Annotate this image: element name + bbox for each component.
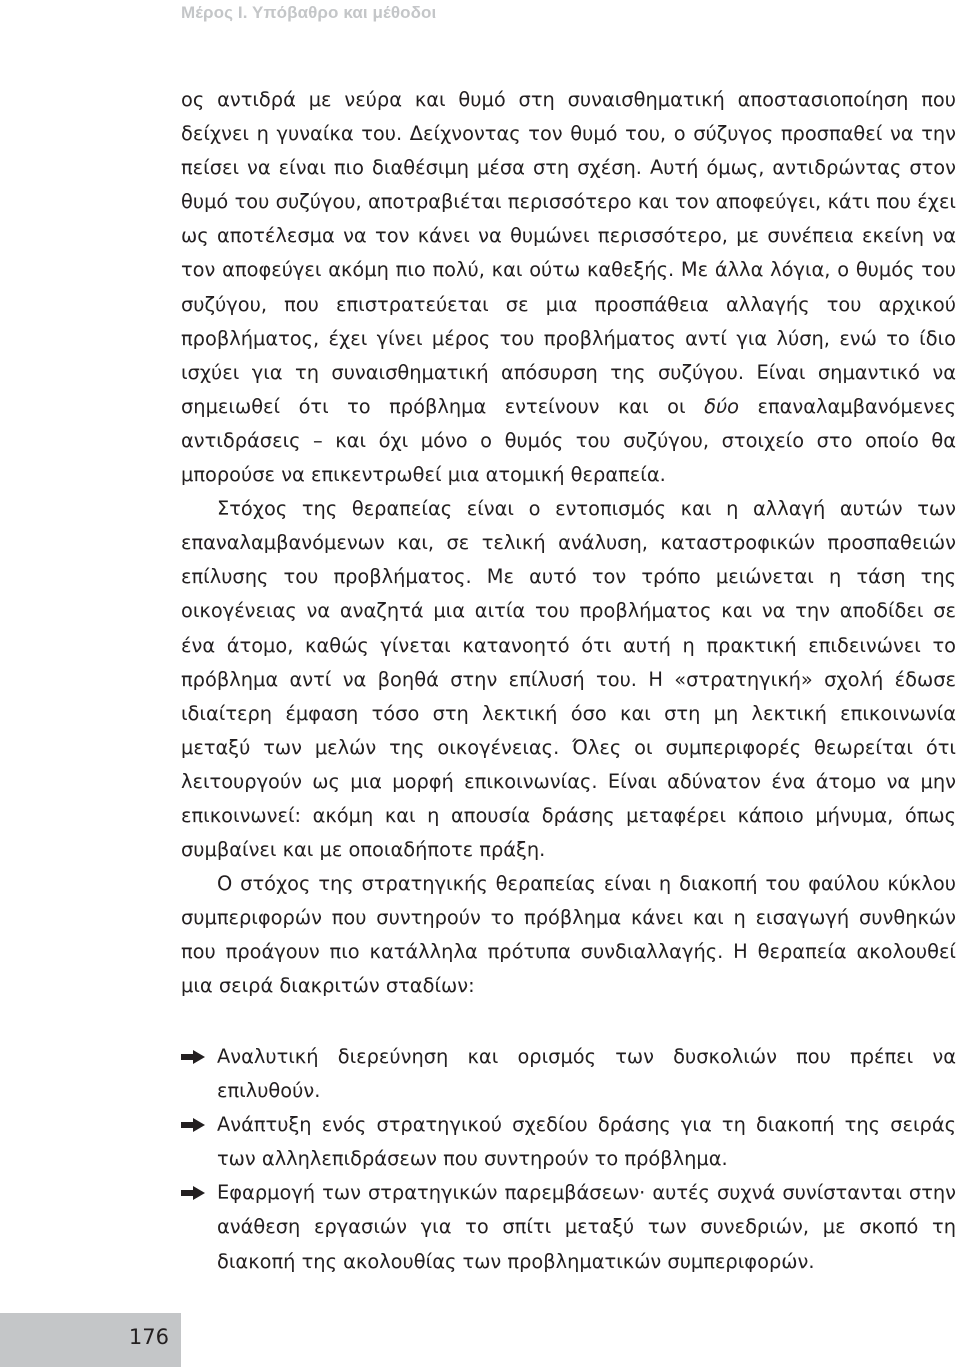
list-item: Εφαρμογή των στρατηγικών παρεμβάσεων· αυτές συχνά συνίστανται στην ανάθεση εργασιών για το σπίτι μεταξύ των συνεδριών, με σκοπό τη διακοπή της ακολουθίας των προβληματικών συμπεριφορών.: [181, 1176, 956, 1278]
page-number: 176: [128, 1325, 169, 1349]
body-text: [181, 83, 956, 1004]
list-item: Αναλυτική διερεύνηση και ορισμός των δυσκολιών που πρέπει να επιλυθούν.: [181, 1040, 956, 1108]
right-arrow-icon: [181, 1050, 205, 1064]
right-arrow-icon: [181, 1118, 205, 1132]
list-item: Ανάπτυξη ενός στρατηγικού σχεδίου δράσης για τη διακοπή της σειράς των αλληλεπιδράσεων που συντηρούν το πρόβλημα.: [181, 1108, 956, 1176]
right-arrow-icon: [181, 1186, 205, 1200]
paragraph-1: ος αντιδρά με νεύρα και θυμό στη συναισθηματική αποστασιοποίηση που δείχνει η γυναίκα του. Δείχνοντας τον θυμό του, ο σύζυγος προσπαθεί να την πείσει να είναι πιο διαθέσιμη μέσα στη σχέση. Αυτή όμως, αντιδρώντας στον θυμό του συζύγου, αποτραβιέται περισσότερο και τον αποφεύγει, κάτι που έχει ως αποτέλεσμα να τον κάνει να θυμώνει περισσότερο, με συνέπεια εκείνη να τον αποφεύγει ακόμη πιο πολύ, και ούτω καθεξής. Με άλλα λόγια, ο θυμός του συζύγου, που επιστρατεύεται σε μια προσπάθεια αλλαγής του αρχικού προβλήματος, έχει γίνει μέρος του προβλήματος αντί για λύση, ενώ το ίδιο ισχύει για τη συναισθηματική απόσυρση της συζύγου. Είναι σημαντικό να σημειωθεί ότι το πρόβλημα εντείνουν και οι δύο επαναλαμβανόμενες αντιδράσεις – και όχι μόνο ο θυμός του συζύγου, στοιχείο στο οποίο θα μπορούσε να επικεντρωθεί μια ατομική θεραπεία.: [181, 88, 957, 487]
paragraph-2: Στόχος της θεραπείας είναι ο εντοπισμός και η αλλαγή αυτών των επαναλαμβανόμενων και, σε τελική ανάλυση, καταστροφικών προσπαθειών επίλυσης του προβλήματος. Με αυτό τον τρόπο μειώνεται η τάση της οικογένειας να αναζητά μια αιτία του προβλήματος και να την αποδίδει σε ένα άτομο, καθώς γίνεται κατανοητό ότι αυτή η πρακτική επιδεινώνει το πρόβλημα αντί να βοηθά στην επίλυσή του. Η «στρατηγική» σχολή έδωσε ιδιαίτερη έμφαση τόσο στη λεκτική όσο και στη μη λεκτική επικοινωνία μεταξύ των μελών της οικογένειας. Όλες οι συμπεριφορές θεωρείται ότι λειτουργούν ως μια μορφή επικοινωνίας. Είναι αδύνατον ένα άτομο να μην επικοινωνεί: ακόμη και η απουσία δράσης μεταφέρει κάποιο μήνυμα, όπως συμβαίνει και με οποιαδήποτε πράξη.: [181, 497, 956, 862]
page-number-tab: [0, 1313, 181, 1367]
running-header: Μέρος Ι. Υπόβαθρο και μέθοδοι: [181, 3, 437, 22]
emphasis-word: δύο: [704, 394, 740, 418]
steps-list: [181, 1040, 956, 1279]
paragraph-3: Ο στόχος της στρατηγικής θεραπείας είναι η διακοπή του φαύλου κύκλου συμπεριφορών που συντηρούν το πρόβλημα κάνει και η εισαγωγή συνθηκών που προάγουν πιο κατάλληλα πρότυπα συνδιαλλαγής. Η θεραπεία ακολουθεί μια σειρά διακριτών σταδίων:: [181, 872, 956, 998]
